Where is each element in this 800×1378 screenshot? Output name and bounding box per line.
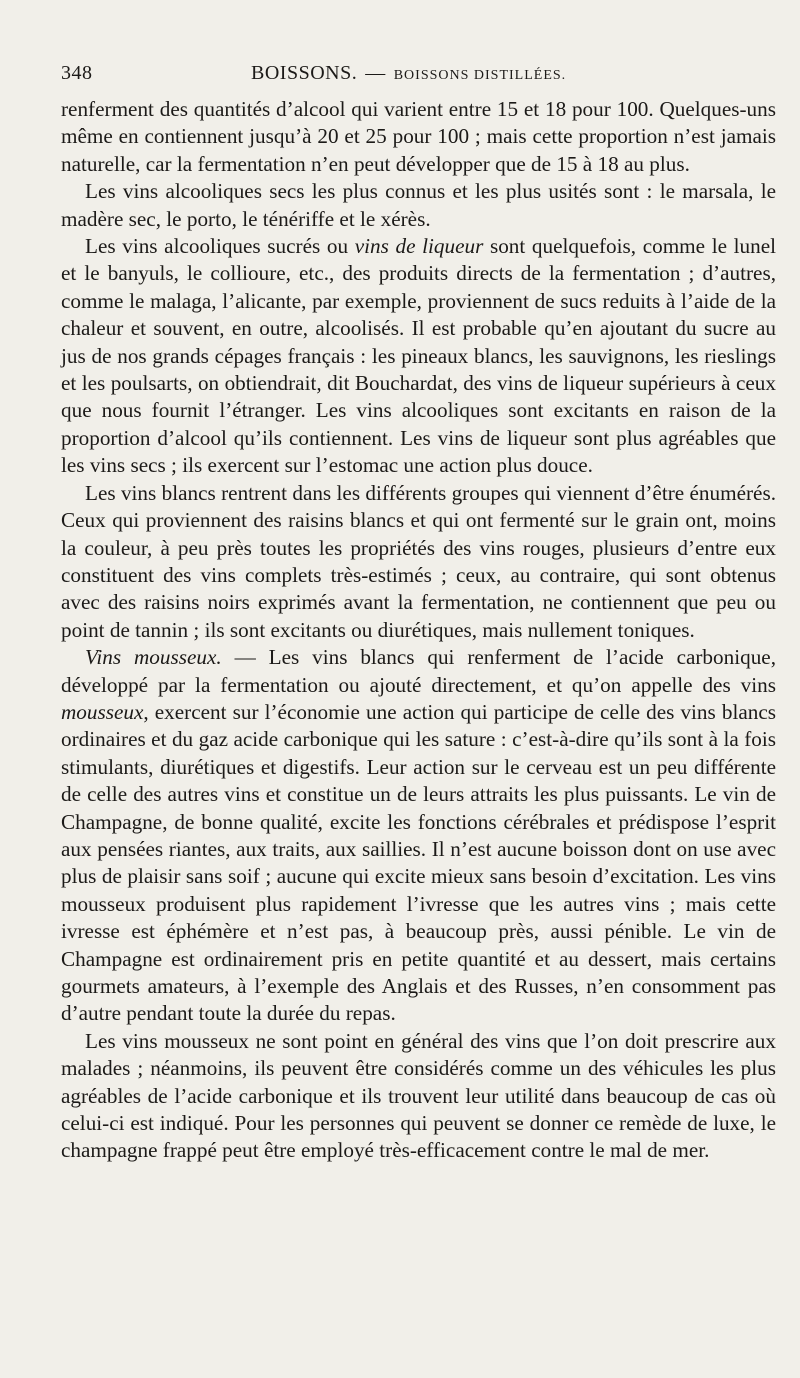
paragraph-text: sont quelquefois, comme le lunel et le banyuls, le collioure, etc., des produits directs de la fermentation ; d’autres, comme le malaga, l’alicante, par exemple, proviennent de sucs reduits à l’aide de la chaleur et souvent, en outre, alcoolisés. Il est probable qu’en ajoutant du sucre au jus de nos grands cépages français : les pineaux blancs, les sauvignons, les rieslings et les poulsarts, on obtiendrait, dit Bouchardat, des vins de liqueur supérieurs à ceux que nous fournit l’étranger. Les vins alcooliques sont excitants en raison de la proportion d’alcool qu’ils contiennent. Les vins de liqueur sont plus agréables que les vins secs ; ils exercent sur l’estomac une action plus douce.: [61, 234, 776, 478]
paragraph-text: , exercent sur l’économie une action qui participe de celle des vins blancs ordinaires et du gaz acide carbonique qui les sature : c’est-à-dire qu’ils sont à la fois stimulants, diurétiques et digestifs. Leur action sur le cerveau est un peu différente de celle des autres vins et constitue un de leurs attraits les plus puissants. Le vin de Champagne, de bonne qualité, excite les fonctions cérébrales et prédispose l’esprit aux pensées riantes, aux traits, aux saillies. Il n’est aucune boisson dont on use avec plus de plaisir sans soif ; aucune qui excite mieux sans besoin d’excitation. Les vins mousseux produisent plus rapidement l’ivresse que les autres vins ; mais cette ivresse est éphémère et n’est pas, à beaucoup près, aussi pénible. Le vin de Champagne est ordinairement pris en petite quantité et au dessert, mais certains gourmets amateurs, à l’exemple des Anglais et des Russes, n’en consomment pas d’autre pendant toute la durée du repas.: [61, 699, 776, 1026]
paragraph-text: — Les vins blancs qui renferment de l’acide carbonique, développé par la fermentation ou ajouté directement, et qu’on appelle des vins: [61, 645, 776, 697]
paragraph-vins-liqueur: [61, 233, 776, 480]
italic-term: mousseux: [61, 699, 144, 724]
running-subtitle: BOISSONS DISTILLÉES.: [393, 68, 567, 83]
paragraph-mousseux-malades: Les vins mousseux ne sont point en général des vins que l’on doit prescrire aux malades ; néanmoins, ils peuvent être considérés comme un des véhicules les plus agréables de l’acide carbonique et ils trouvent leur utilité dans beaucoup de cas où celui-ci est indiqué. Pour les personnes qui peuvent se donner ce remède de luxe, le champagne frappé peut être employé très-efficacement contre le mal de mer.: [61, 1028, 776, 1163]
paragraph-vins-mousseux: [61, 644, 776, 1028]
paragraph-continuation: renferment des quantités d’alcool qui varient entre 15 et 18 pour 100. Quelques-uns même en contiennent jusqu’à 20 et 25 pour 100 ; mais cette proportion n’est jamais naturelle, car la fermentation n’en peut développer que de 15 à 18 au plus.: [61, 97, 776, 176]
paragraph-vins-secs: Les vins alcooliques secs les plus connus et les plus usités sont : le marsala, le madère sec, le porto, le ténériffe et le xérès.: [61, 179, 776, 231]
running-header: [61, 62, 776, 96]
body-text: [61, 96, 776, 1165]
running-separator: —: [365, 62, 386, 84]
paragraph-vins-blancs: Les vins blancs rentrent dans les différents groupes qui viennent d’être énumérés. Ceux qui proviennent des raisins blancs et qui ont fermenté sur le grain ont, moins la couleur, à peu près toutes les propriétés des vins rouges, plusieurs d’entre eux constituent des vins complets très-estimés ; ceux, au contraire, qui sont obtenus avec des raisins noirs exprimés avant la fermentation, ne contiennent que peu ou point de tannin ; ils sont excitants ou diurétiques, mais nullement toniques.: [61, 480, 776, 642]
section-lead: Vins mousseux.: [85, 645, 222, 670]
page-number: 348: [61, 62, 93, 84]
paragraph-text: Les vins alcooliques sucrés ou: [85, 234, 355, 259]
italic-term: vins de liqueur: [354, 234, 484, 259]
running-title: BOISSONS.: [251, 62, 358, 84]
